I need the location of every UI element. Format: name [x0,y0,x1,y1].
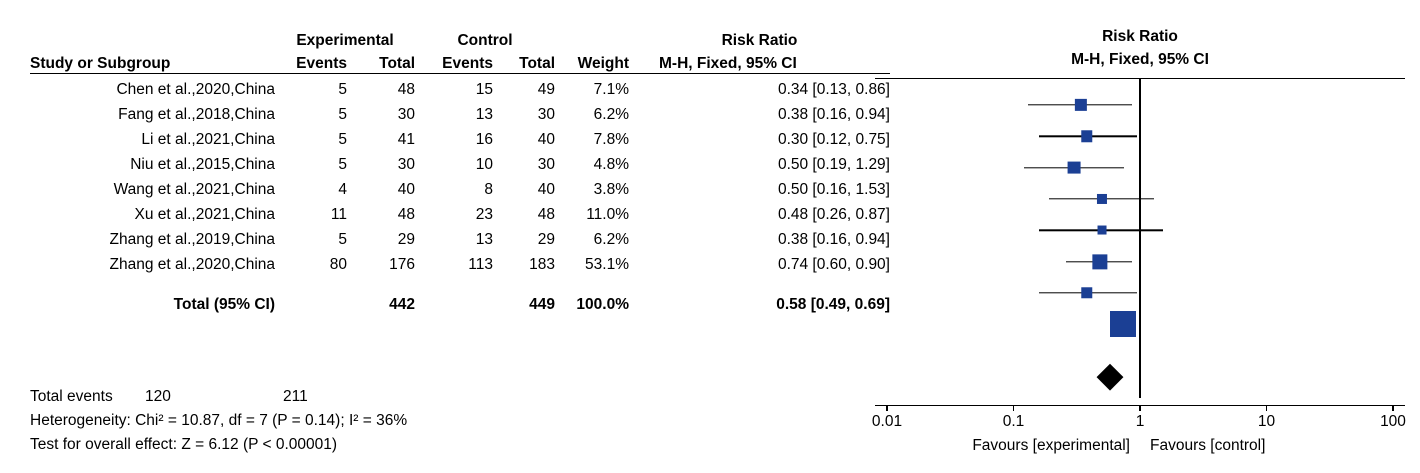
row-study: Fang et al.,2018,China [118,106,275,123]
forest-row-marker [875,92,1405,118]
row-weight: 7.1% [593,81,629,98]
effect-estimate-marker [1067,161,1080,174]
effect-estimate-marker [1097,194,1107,204]
forest-row-marker [875,123,1405,149]
row-exp-total: 29 [397,231,415,248]
row-exp-events: 5 [338,131,347,148]
row-ctl-events: 13 [475,231,493,248]
row-study: Chen et al.,2020,China [116,81,275,98]
axis-tick-label: 1 [1135,413,1145,430]
row-ctl-total: 49 [537,81,555,98]
row-ctl-events: 113 [468,256,493,273]
column-header-ctl-events: Events [415,50,493,74]
effect-estimate-marker [1110,311,1136,337]
total-events-experimental: 120 [145,388,171,405]
row-study: Niu et al.,2015,China [130,156,275,173]
row-weight: 3.8% [593,181,629,198]
total-events-control: 211 [283,388,308,405]
row-ctl-events: 23 [475,206,493,223]
group-header-risk-ratio: Risk Ratio [721,32,798,49]
row-weight: 53.1% [585,256,629,273]
row-ctl-total: 40 [537,131,555,148]
effect-estimate-marker [1097,226,1106,235]
forest-plot-area [875,78,1405,398]
total-exp-events-blank [275,286,347,314]
table-column-header-row [30,50,890,74]
axis-tick [1139,405,1140,411]
row-study: Wang et al.,2021,China [113,181,275,198]
table-row [30,124,890,149]
row-exp-events: 4 [338,181,347,198]
row-exp-events: 11 [330,206,347,223]
row-effect: 0.38 [0.16, 0.94] [777,231,890,248]
table-row [30,249,890,274]
row-study: Xu et al.,2021,China [134,206,275,223]
column-header-exp-events: Events [275,50,347,74]
table-row [30,99,890,124]
axis-tick-label: 10 [1257,413,1276,430]
row-ctl-total: 29 [537,231,555,248]
row-effect: 0.50 [0.16, 1.53] [777,181,890,198]
axis-tick [1266,405,1267,411]
row-ctl-events: 13 [475,106,493,123]
summary-diamond [1097,364,1124,391]
forest-row-marker [875,280,1405,306]
forest-row-marker [875,155,1405,181]
row-exp-total: 41 [397,131,415,148]
effect-estimate-marker [1081,131,1092,142]
row-ctl-events: 10 [475,156,493,173]
row-effect: 0.50 [0.19, 1.29] [777,156,890,173]
effect-estimate-marker [1075,99,1087,111]
row-effect: 0.48 [0.26, 0.87] [777,206,890,223]
row-exp-total: 48 [397,206,415,223]
row-study: Zhang et al.,2020,China [109,256,275,273]
column-header-weight: Weight [555,50,629,74]
row-exp-events: 80 [329,256,347,273]
table-row [30,149,890,174]
table-group-header-row [30,28,890,50]
column-header-study: Study or Subgroup [30,50,275,74]
row-weight: 6.2% [593,106,629,123]
axis-tick [1392,405,1393,411]
row-study: Zhang et al.,2019,China [109,231,275,248]
row-effect: 0.30 [0.12, 0.75] [777,131,890,148]
row-weight: 6.2% [593,231,629,248]
row-ctl-total: 183 [529,256,555,273]
forest-plot-table [30,28,890,314]
row-ctl-events: 16 [475,131,493,148]
table-row [30,199,890,224]
row-exp-events: 5 [338,81,347,98]
row-ctl-events: 8 [484,181,493,198]
favours-experimental-label: Favours [experimental] [972,437,1130,454]
effect-estimate-marker [1092,254,1107,269]
column-header-exp-total: Total [347,50,415,74]
plot-header-model: M-H, Fixed, 95% CI [1071,51,1209,68]
row-exp-total: 30 [397,106,415,123]
forest-row-marker [875,217,1405,243]
group-header-experimental: Experimental [296,32,394,49]
total-events-label: Total events [30,388,113,405]
row-exp-total: 40 [397,181,415,198]
axis-tick-label: 100 [1380,413,1406,430]
table-row [30,224,890,249]
plot-x-axis [871,405,1406,465]
row-ctl-total: 30 [537,156,555,173]
group-header-spacer [30,28,275,50]
table-body [30,74,890,315]
row-ctl-total: 48 [537,206,555,223]
plot-header-risk-ratio: Risk Ratio [1102,28,1178,45]
forest-row-marker [875,186,1405,212]
row-weight: 4.8% [593,156,629,173]
forest-row-marker [875,311,1405,337]
heterogeneity-text: Heterogeneity: Chi² = 10.87, df = 7 (P = 0.14); I² = 36% [30,412,408,429]
row-exp-total: 176 [389,256,415,273]
favours-control-label: Favours [control] [1150,437,1266,454]
table-row [30,74,890,100]
row-ctl-events: 15 [475,81,493,98]
axis-tick [1013,405,1014,411]
total-ctl-total: 449 [529,296,555,313]
row-ctl-total: 30 [537,106,555,123]
row-exp-events: 5 [338,106,347,123]
row-effect: 0.74 [0.60, 0.90] [777,256,890,273]
row-exp-events: 5 [338,156,347,173]
total-label: Total (95% CI) [173,296,275,313]
total-effect: 0.58 [0.49, 0.69] [776,296,890,313]
group-header-control: Control [457,32,513,49]
axis-tick-label: 0.01 [871,413,903,430]
total-weight: 100.0% [576,296,629,313]
total-ctl-events-blank [415,286,493,314]
row-ctl-total: 40 [537,181,555,198]
total-exp-total: 442 [389,296,415,313]
row-weight: 11.0% [586,206,629,223]
summary-diamond-row [875,364,1405,390]
row-exp-total: 30 [397,156,415,173]
row-exp-events: 5 [338,231,347,248]
total-events-row [30,388,308,406]
row-exp-total: 48 [397,81,415,98]
group-header-weight-spacer [555,28,629,50]
forest-row-marker [875,249,1405,275]
row-effect: 0.34 [0.13, 0.86] [777,81,890,98]
column-header-ctl-total: Total [493,50,555,74]
overall-effect-text: Test for overall effect: Z = 6.12 (P < 0.00001) [30,436,338,453]
column-header-effect: M-H, Fixed, 95% CI [629,50,890,74]
table-spacer-row [30,274,890,286]
row-effect: 0.38 [0.16, 0.94] [777,106,890,123]
table-row [30,174,890,199]
effect-estimate-marker [1081,287,1092,298]
row-weight: 7.8% [593,131,629,148]
axis-tick-label: 0.1 [1002,413,1025,430]
row-study: Li et al.,2021,China [141,131,275,148]
axis-tick [886,405,887,411]
table-total-row [30,286,890,314]
